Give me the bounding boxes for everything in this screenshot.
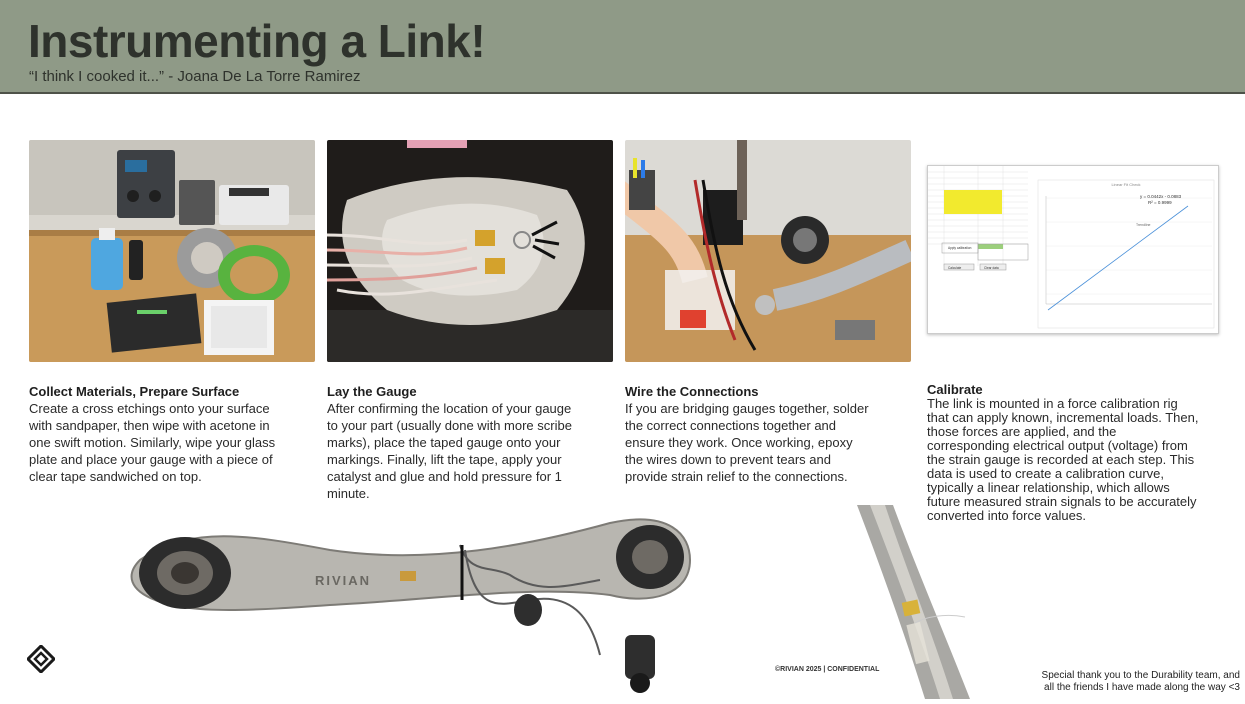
step-3-title: Wire the Connections xyxy=(625,384,759,399)
step-3-line: If you are bridging gauges together, solder xyxy=(625,401,869,416)
step-2-line: marks), place the taped gauge onto your xyxy=(327,435,561,450)
step-2-body xyxy=(327,400,617,502)
step-1-title: Collect Materials, Prepare Surface xyxy=(29,384,240,399)
trendline-label: Trendline xyxy=(1136,223,1151,227)
step-3-line: the correct connections together and xyxy=(625,418,837,433)
step-1-line: plate and place your gauge with a piece of xyxy=(29,452,273,467)
page-subtitle: “I think I cooked it...” - Joana De La Torre Ramirez xyxy=(29,68,361,85)
step-2-line: minute. xyxy=(327,486,370,501)
step-4-line: future measured strain signals to be accurately xyxy=(927,494,1197,509)
header-banner xyxy=(0,0,1245,94)
step-2-line: catalyst and glue and hold pressure for 1 xyxy=(327,469,562,484)
step-1-line: one swift motion. Similarly, wipe your glass xyxy=(29,435,276,450)
arm-brand-label: RIVIAN xyxy=(315,573,372,588)
page-title: Instrumenting a Link! xyxy=(28,15,486,67)
photo-lay-gauge xyxy=(327,140,613,362)
step-4-line: those forces are applied, and the xyxy=(927,424,1117,439)
photo-wire-connections xyxy=(625,140,911,362)
rivian-logo-icon xyxy=(27,645,55,678)
thank-you-note xyxy=(1042,670,1240,694)
step-3-line: provide strain relief to the connections. xyxy=(625,469,848,484)
step-3-line: ensure they work. Once working, epoxy xyxy=(625,435,853,450)
step-4-line: converted into force values. xyxy=(927,508,1086,523)
step-2-line: After confirming the location of your gauge xyxy=(327,401,572,416)
step-2-title: Lay the Gauge xyxy=(327,384,417,399)
step-3-line: the wires down to prevent tears and xyxy=(625,452,831,467)
step-4-line: The link is mounted in a force calibration rig xyxy=(927,396,1178,411)
thank-you-line: Special thank you to the Durability team, and xyxy=(1041,670,1240,681)
step-4-line: typically a linear relationship, which allows xyxy=(927,480,1170,495)
step-4-line: that can apply known, incremental loads. Then, xyxy=(927,410,1199,425)
chart-title: Linear Fit Check xyxy=(1111,182,1141,187)
confidential-footer: ©RIVIAN 2025 | CONFIDENTIAL xyxy=(775,666,880,673)
step-2-line: markings. Finally, lift the tape, apply your xyxy=(327,452,562,467)
calculate-button: Calculate xyxy=(948,266,962,270)
step-4-title: Calibrate xyxy=(927,382,983,397)
calibration-spreadsheet xyxy=(927,165,1219,334)
step-1-body xyxy=(29,400,319,485)
fit-r-squared: R² = 0.9999 xyxy=(1148,200,1172,205)
apply-calibration-button: Apply calibration xyxy=(948,246,972,250)
step-1-line: clear tape sandwiched on top. xyxy=(29,469,202,484)
step-2-line: to your part (usually done with more scribe xyxy=(327,418,572,433)
step-4-line: corresponding electrical output (voltage) from xyxy=(927,438,1188,453)
instrumented-link-image xyxy=(130,505,710,700)
step-4-line: the strain gauge is recorded at each step. This xyxy=(927,452,1195,467)
photo-collect-materials xyxy=(29,140,315,362)
step-1-line: Create a cross etchings onto your surface xyxy=(29,401,270,416)
fit-equation: y = 0.0442x - 0.0883 xyxy=(1140,194,1182,199)
thank-you-line: all the friends I have made along the way <3 xyxy=(1044,682,1240,693)
step-3-body xyxy=(625,400,915,485)
clear-data-button: Clear data xyxy=(984,266,999,270)
step-1-line: with sandpaper, then wipe with acetone in xyxy=(29,418,270,433)
gauge-closeup-image xyxy=(855,505,980,704)
step-4-line: data is used to create a calibration curve, xyxy=(927,466,1165,481)
